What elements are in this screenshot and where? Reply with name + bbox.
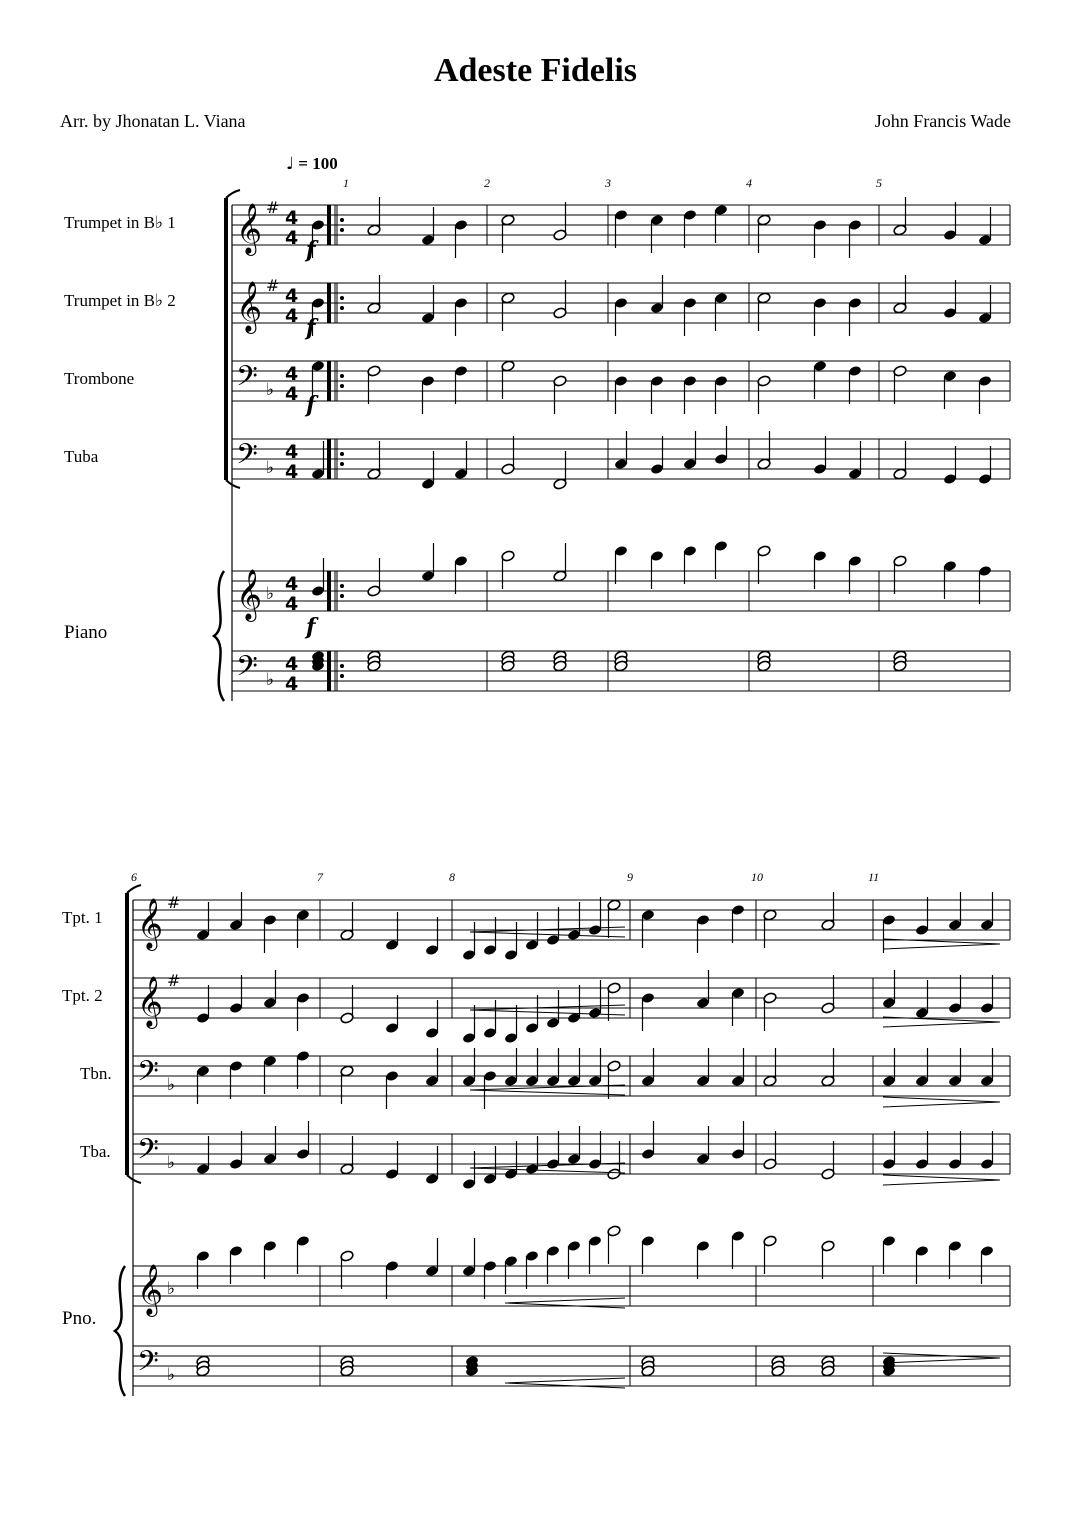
instrument-name-trumpet-2: Trumpet in B♭ 2 bbox=[64, 291, 176, 310]
instrument-name-tuba: Tuba bbox=[64, 447, 99, 466]
time-signature-top: 4 bbox=[285, 207, 299, 229]
key-flat-icon: ♭ bbox=[167, 1365, 176, 1385]
key-flat-icon: ♭ bbox=[266, 670, 275, 690]
measure-number: 3 bbox=[605, 176, 611, 190]
key-flat-icon: ♭ bbox=[167, 1075, 176, 1095]
instrument-short-tuba: Tba. bbox=[80, 1142, 111, 1161]
instrument-name-trumpet-1: Trumpet in B♭ 1 bbox=[64, 213, 176, 232]
measure-number: 2 bbox=[484, 176, 490, 190]
treble-clef-icon: 𝄞 bbox=[236, 281, 263, 332]
time-signature-bottom: 4 bbox=[285, 383, 299, 405]
time-signature-top: 4 bbox=[285, 285, 299, 307]
key-flat-icon: ♭ bbox=[266, 458, 275, 478]
time-signature-bottom: 4 bbox=[285, 593, 299, 615]
measure-number: 6 bbox=[131, 870, 137, 884]
time-signature-bottom: 4 bbox=[285, 673, 299, 695]
system-bracket bbox=[127, 885, 141, 893]
repeat-dot bbox=[340, 296, 344, 300]
repeat-dot bbox=[340, 584, 344, 588]
key-flat-icon: ♭ bbox=[167, 1279, 176, 1299]
treble-clef-icon: 𝄞 bbox=[137, 898, 164, 949]
treble-clef-icon: 𝄞 bbox=[137, 1264, 164, 1315]
arranger-credit: Arr. by Jhonatan L. Viana bbox=[60, 111, 246, 131]
repeat-dot bbox=[340, 218, 344, 222]
bass-clef-icon: 𝄢 bbox=[137, 1133, 159, 1173]
key-flat-icon: ♭ bbox=[266, 380, 275, 400]
bass-clef-icon: 𝄢 bbox=[236, 650, 258, 690]
crescendo-hairpin bbox=[470, 1005, 625, 1015]
time-signature-bottom: 4 bbox=[285, 227, 299, 249]
key-flat-icon: ♭ bbox=[167, 1153, 176, 1173]
decrescendo-hairpin bbox=[883, 1175, 1000, 1185]
repeat-dot bbox=[340, 374, 344, 378]
quarter-note-icon: ♩ bbox=[286, 154, 295, 174]
treble-clef-icon: 𝄞 bbox=[236, 569, 263, 620]
dynamic-forte: f bbox=[306, 614, 316, 640]
measure-number: 11 bbox=[868, 870, 880, 884]
piano-brace bbox=[115, 1266, 125, 1396]
treble-clef-icon: 𝄞 bbox=[236, 203, 263, 254]
repeat-dot bbox=[340, 462, 344, 466]
bass-clef-icon: 𝄢 bbox=[236, 360, 258, 400]
instrument-short-trumpet-2: Tpt. 2 bbox=[62, 986, 103, 1005]
measure-number: 8 bbox=[449, 870, 455, 884]
repeat-dot bbox=[340, 384, 344, 388]
time-signature-top: 4 bbox=[285, 363, 299, 385]
repeat-dot bbox=[340, 228, 344, 232]
instrument-short-piano: Pno. bbox=[62, 1308, 97, 1329]
instrument-name-piano: Piano bbox=[64, 622, 108, 643]
tempo-value: = 100 bbox=[298, 154, 338, 173]
repeat-dot bbox=[340, 306, 344, 310]
dynamic-forte: f bbox=[306, 237, 316, 263]
key-sharp-icon: # bbox=[266, 198, 280, 217]
repeat-dot bbox=[340, 664, 344, 668]
key-sharp-icon: # bbox=[167, 893, 181, 912]
instrument-short-trombone: Tbn. bbox=[80, 1064, 112, 1083]
measure-number: 10 bbox=[751, 870, 763, 884]
time-signature-top: 4 bbox=[285, 653, 299, 675]
composer-credit: John Francis Wade bbox=[874, 111, 1011, 131]
measure-number: 4 bbox=[746, 176, 752, 190]
time-signature-top: 4 bbox=[285, 441, 299, 463]
repeat-dot bbox=[340, 452, 344, 456]
system-bracket bbox=[127, 1175, 141, 1183]
decrescendo-hairpin bbox=[883, 1353, 1000, 1363]
key-flat-icon: ♭ bbox=[266, 584, 275, 604]
repeat-dot bbox=[340, 674, 344, 678]
bass-clef-icon: 𝄢 bbox=[137, 1055, 159, 1095]
bass-clef-icon: 𝄢 bbox=[137, 1345, 159, 1385]
time-signature-top: 4 bbox=[285, 573, 299, 595]
instrument-short-trumpet-1: Tpt. 1 bbox=[62, 908, 103, 927]
bass-clef-icon: 𝄢 bbox=[236, 438, 258, 478]
piano-brace bbox=[214, 571, 224, 701]
measure-number: 9 bbox=[627, 870, 633, 884]
measure-number: 1 bbox=[343, 176, 349, 190]
time-signature-bottom: 4 bbox=[285, 305, 299, 327]
time-signature-bottom: 4 bbox=[285, 461, 299, 483]
repeat-dot bbox=[340, 594, 344, 598]
crescendo-hairpin bbox=[470, 927, 625, 937]
decrescendo-hairpin bbox=[883, 1097, 1000, 1107]
dynamic-forte: f bbox=[306, 315, 316, 341]
key-sharp-icon: # bbox=[167, 971, 181, 990]
measure-number: 7 bbox=[317, 870, 323, 884]
system-bracket bbox=[226, 480, 240, 488]
instrument-name-trombone: Trombone bbox=[64, 369, 135, 388]
system-bracket bbox=[226, 190, 240, 198]
dynamic-forte: f bbox=[306, 392, 316, 418]
treble-clef-icon: 𝄞 bbox=[137, 976, 164, 1027]
key-sharp-icon: # bbox=[266, 276, 280, 295]
piece-title: Adeste Fidelis bbox=[433, 52, 638, 89]
measure-number: 5 bbox=[876, 176, 882, 190]
